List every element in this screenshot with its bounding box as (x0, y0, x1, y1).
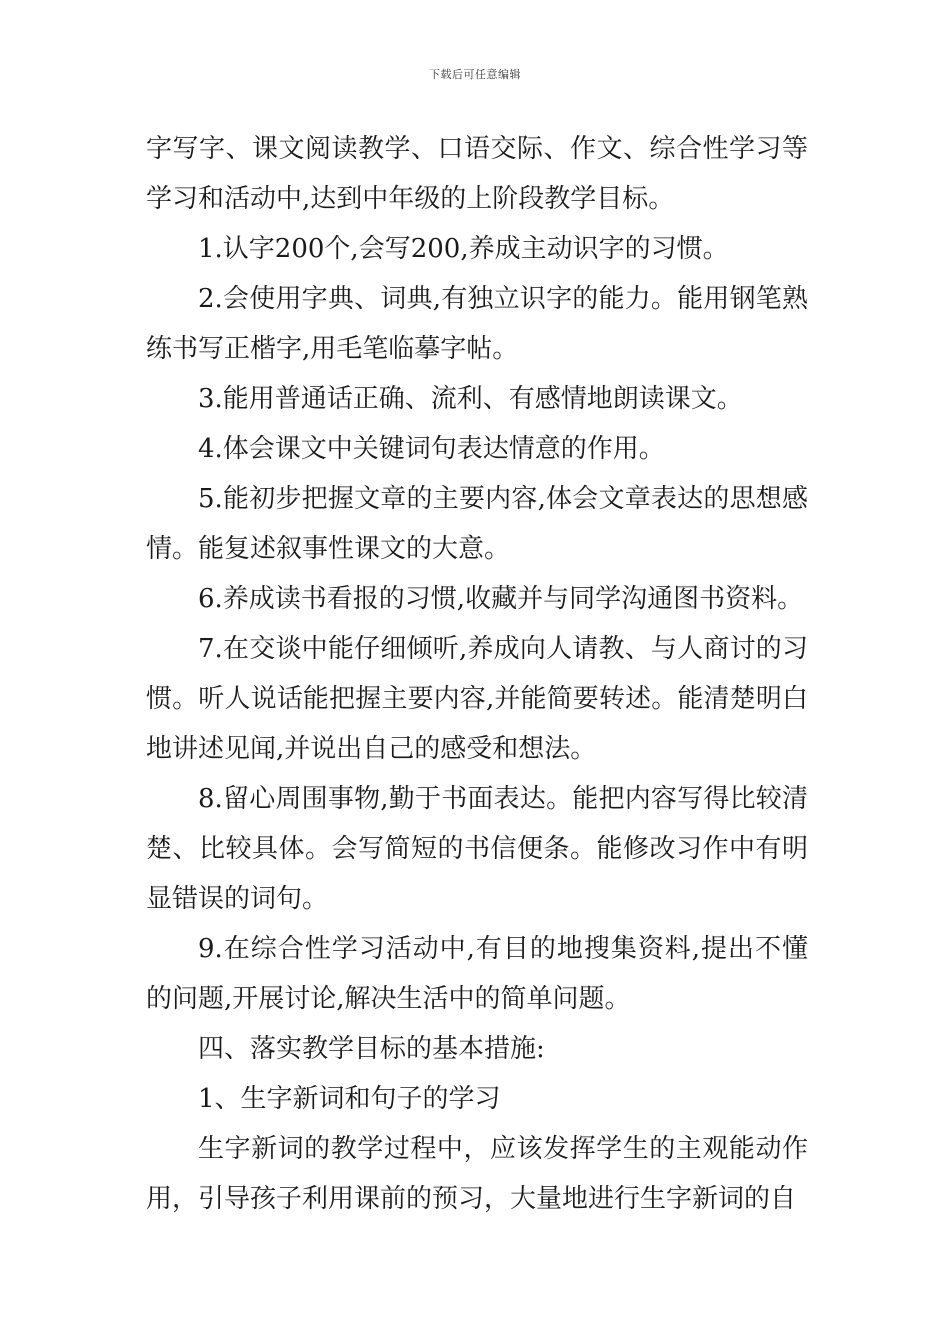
goal-item-4: 4.体会课文中关键词句表达情意的作用。 (198, 434, 665, 464)
subsection-heading: 1、生字新词和句子的学习 (198, 1084, 501, 1114)
goal-item-2: 2.会使用字典、词典,有独立识字的能力。能用钢笔熟练书写正楷字,用毛笔临摹字帖。 (146, 284, 808, 364)
goal-item-5: 5.能初步把握文章的主要内容,体会文章表达的思想感情。能复述叙事性课文的大意。 (146, 484, 808, 564)
section-heading: 四、落实教学目标的基本措施: (198, 1034, 545, 1064)
goal-item-3: 3.能用普通话正确、流利、有感情地朗读课文。 (198, 384, 743, 414)
goal-item-7: 7.在交谈中能仔细倾听,养成向人请教、与人商讨的习惯。听人说话能把握主要内容,并能简要转述。能清楚明白地讲述见闻,并说出自己的感受和想法。 (146, 634, 808, 764)
body-paragraph: 生字新词的教学过程中，应该发挥学生的主观能动作用，引导孩子利用课前的预习，大量地进行生字新词的自 (146, 1134, 808, 1214)
goal-item-9: 9.在综合性学习活动中,有目的地搜集资料,提出不懂的问题,开展讨论,解决生活中的简单问题。 (146, 934, 808, 1014)
page-header: 下载后可任意编辑 (429, 68, 521, 81)
goal-item-6: 6.养成读书看报的习惯,收藏并与同学沟通图书资料。 (198, 584, 804, 614)
document-body (146, 124, 808, 1224)
paragraph-continuation: 字写字、课文阅读教学、口语交际、作文、综合性学习等学习和活动中,达到中年级的上阶段教学目标。 (146, 134, 808, 214)
goal-item-8: 8.留心周围事物,勤于书面表达。能把内容写得比较清楚、比较具体。会写简短的书信便条。能修改习作中有明显错误的词句。 (146, 784, 808, 914)
goal-item-1: 1.认字200个,会写200,养成主动识字的习惯。 (198, 234, 729, 264)
